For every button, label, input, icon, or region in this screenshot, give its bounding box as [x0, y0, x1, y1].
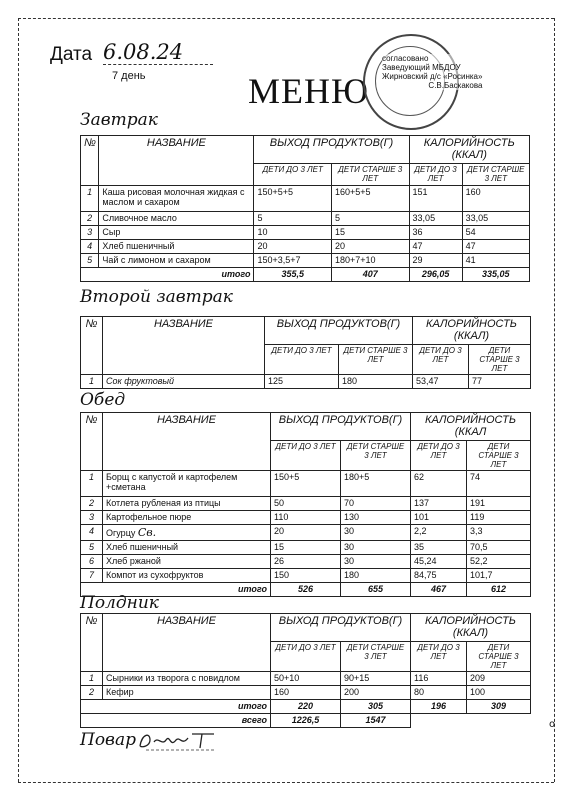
- total-output-lt3: 526: [271, 583, 341, 597]
- col-age-lt3: ДЕТИ ДО 3 ЛЕТ: [271, 441, 341, 471]
- col-num: №: [81, 614, 103, 672]
- section-title-second-breakfast: Второй завтрак: [80, 287, 233, 307]
- col-name: НАЗВАНИЕ: [103, 614, 271, 672]
- row-kcal-gt3: 74: [467, 471, 531, 497]
- col-kcal-lt3: ДЕТИ ДО 3 ЛЕТ: [409, 164, 462, 186]
- row-output-gt3: 180+7+10: [332, 254, 410, 268]
- row-name-handwritten: Св.: [137, 526, 157, 539]
- cook-signature: [136, 730, 226, 752]
- row-output-gt3: 180: [339, 375, 413, 389]
- total-label: итого: [81, 268, 254, 282]
- col-age-gt3: ДЕТИ СТАРШЕ 3 ЛЕТ: [341, 642, 411, 672]
- lunch-table: [80, 412, 531, 597]
- row-kcal-gt3: 54: [462, 226, 529, 240]
- section-title-snack: Полдник: [80, 593, 159, 613]
- total-kcal-gt3: 612: [467, 583, 531, 597]
- empty-cell: [411, 714, 467, 728]
- row-name: Каша рисовая молочная жидкая с маслом и сахаром: [99, 186, 254, 212]
- row-output-gt3: 90+15: [341, 672, 411, 686]
- row-kcal-gt3: 77: [469, 375, 531, 389]
- col-kcal-gt3: ДЕТИ СТАРШЕ 3 ЛЕТ: [469, 345, 531, 375]
- col-calories: КАЛОРИЙНОСТЬ (ККАЛ): [413, 317, 531, 345]
- row-output-lt3: 150+5+5: [254, 186, 332, 212]
- row-output-lt3: 150+5: [271, 471, 341, 497]
- col-name: НАЗВАНИЕ: [103, 317, 265, 375]
- row-kcal-gt3: 41: [462, 254, 529, 268]
- row-kcal-lt3: 62: [411, 471, 467, 497]
- row-output-gt3: 130: [341, 511, 411, 525]
- row-output-lt3: 50: [271, 497, 341, 511]
- col-name: НАЗВАНИЕ: [103, 413, 271, 471]
- total-output-gt3: 305: [341, 700, 411, 714]
- row-output-lt3: 15: [271, 541, 341, 555]
- row-num: 1: [81, 186, 99, 212]
- row-num: 2: [81, 497, 103, 511]
- row-name-cell: [103, 525, 271, 541]
- row-kcal-lt3: 151: [409, 186, 462, 212]
- col-age-gt3: ДЕТИ СТАРШЕ 3 ЛЕТ: [332, 164, 410, 186]
- row-output-gt3: 200: [341, 686, 411, 700]
- row-name: Сливочное масло: [99, 212, 254, 226]
- row-kcal-lt3: 33,05: [409, 212, 462, 226]
- col-kcal-lt3: ДЕТИ ДО 3 ЛЕТ: [411, 642, 467, 672]
- row-num: 5: [81, 254, 99, 268]
- row-num: 1: [81, 471, 103, 497]
- total-kcal-lt3: 296,05: [409, 268, 462, 282]
- col-kcal-lt3: ДЕТИ ДО 3 ЛЕТ: [411, 441, 467, 471]
- row-kcal-gt3: 47: [462, 240, 529, 254]
- row-kcal-lt3: 116: [411, 672, 467, 686]
- total-output-gt3: 407: [332, 268, 410, 282]
- row-name: Котлета рубленая из птицы: [103, 497, 271, 511]
- date-label: Дата: [50, 44, 93, 65]
- row-output-lt3: 110: [271, 511, 341, 525]
- row-num: 3: [81, 226, 99, 240]
- row-output-lt3: 125: [265, 375, 339, 389]
- row-num: 4: [81, 525, 103, 541]
- col-kcal-gt3: ДЕТИ СТАРШЕ 3 ЛЕТ: [467, 441, 531, 471]
- row-kcal-lt3: 53,47: [413, 375, 469, 389]
- row-name: Чай с лимоном и сахаром: [99, 254, 254, 268]
- empty-cell: [467, 714, 531, 728]
- day-label: 7 день: [112, 70, 146, 82]
- row-kcal-gt3: 119: [467, 511, 531, 525]
- row-kcal-lt3: 35: [411, 541, 467, 555]
- row-output-gt3: 70: [341, 497, 411, 511]
- approval-line4: С.В.Баскакова: [428, 81, 483, 90]
- approval-line1: согласовано: [382, 54, 429, 63]
- section-title-lunch: Обед: [80, 390, 126, 410]
- row-output-lt3: 150+3,5+7: [254, 254, 332, 268]
- row-output-lt3: 160: [271, 686, 341, 700]
- col-name: НАЗВАНИЕ: [99, 136, 254, 186]
- total-kcal-gt3: 309: [467, 700, 531, 714]
- col-output: ВЫХОД ПРОДУКТОВ(Г): [254, 136, 409, 164]
- row-output-lt3: 150: [271, 569, 341, 583]
- grand-output-gt3: 1547: [341, 714, 411, 728]
- row-output-gt3: 30: [341, 525, 411, 541]
- row-kcal-gt3: 70,5: [467, 541, 531, 555]
- breakfast-table: [80, 135, 530, 282]
- row-kcal-lt3: 47: [409, 240, 462, 254]
- row-kcal-lt3: 101: [411, 511, 467, 525]
- row-kcal-lt3: 80: [411, 686, 467, 700]
- row-kcal-gt3: 100: [467, 686, 531, 700]
- col-age-lt3: ДЕТИ ДО 3 ЛЕТ: [254, 164, 332, 186]
- row-num: 1: [81, 375, 103, 389]
- col-calories: КАЛОРИЙНОСТЬ (ККАЛ: [411, 413, 531, 441]
- col-kcal-gt3: ДЕТИ СТАРШЕ 3 ЛЕТ: [467, 642, 531, 672]
- bottom-border: [18, 782, 554, 783]
- row-kcal-lt3: 84,75: [411, 569, 467, 583]
- top-border: [18, 18, 554, 19]
- col-kcal-lt3: ДЕТИ ДО 3 ЛЕТ: [413, 345, 469, 375]
- row-output-gt3: 180+5: [341, 471, 411, 497]
- row-output-gt3: 30: [341, 541, 411, 555]
- row-name: Хлеб пшеничный: [103, 541, 271, 555]
- right-border: [554, 18, 555, 782]
- row-num: 5: [81, 541, 103, 555]
- row-name: Хлеб пшеничный: [99, 240, 254, 254]
- col-output: ВЫХОД ПРОДУКТОВ(Г): [271, 614, 411, 642]
- total-kcal-lt3: 196: [411, 700, 467, 714]
- row-output-gt3: 5: [332, 212, 410, 226]
- row-kcal-lt3: 137: [411, 497, 467, 511]
- row-kcal-gt3: 191: [467, 497, 531, 511]
- col-output: ВЫХОД ПРОДУКТОВ(Г): [271, 413, 411, 441]
- row-num: 7: [81, 569, 103, 583]
- row-name: Кефир: [103, 686, 271, 700]
- col-age-lt3: ДЕТИ ДО 3 ЛЕТ: [271, 642, 341, 672]
- row-output-gt3: 15: [332, 226, 410, 240]
- row-name: Огурцу: [106, 528, 136, 538]
- col-calories: КАЛОРИЙНОСТЬ (ККАЛ): [409, 136, 529, 164]
- row-output-gt3: 160+5+5: [332, 186, 410, 212]
- row-output-lt3: 10: [254, 226, 332, 240]
- row-kcal-gt3: 3,3: [467, 525, 531, 541]
- col-age-gt3: ДЕТИ СТАРШЕ 3 ЛЕТ: [339, 345, 413, 375]
- row-name: Сок фруктовый: [103, 375, 265, 389]
- row-kcal-lt3: 36: [409, 226, 462, 240]
- cook-label: Повар: [80, 730, 136, 750]
- page-title: МЕНЮ: [248, 71, 369, 111]
- row-kcal-gt3: 52,2: [467, 555, 531, 569]
- col-output: ВЫХОД ПРОДУКТОВ(Г): [265, 317, 413, 345]
- total-output-lt3: 220: [271, 700, 341, 714]
- second-breakfast-table: [80, 316, 531, 389]
- total-kcal-lt3: 467: [411, 583, 467, 597]
- grand-total-label: всего: [81, 714, 271, 728]
- row-name: Хлеб ржаной: [103, 555, 271, 569]
- row-output-gt3: 30: [341, 555, 411, 569]
- row-num: 2: [81, 212, 99, 226]
- row-kcal-gt3: 33,05: [462, 212, 529, 226]
- approval-line3: Жирновский д/с «Росинка»: [382, 72, 483, 81]
- snack-table: [80, 613, 531, 728]
- row-output-lt3: 50+10: [271, 672, 341, 686]
- row-name: Компот из сухофруктов: [103, 569, 271, 583]
- row-kcal-lt3: 29: [409, 254, 462, 268]
- row-output-lt3: 20: [271, 525, 341, 541]
- col-num: №: [81, 413, 103, 471]
- row-kcal-gt3: 209: [467, 672, 531, 686]
- row-kcal-lt3: 2,2: [411, 525, 467, 541]
- margin-mark: o: [549, 719, 556, 730]
- row-output-gt3: 180: [341, 569, 411, 583]
- row-output-lt3: 5: [254, 212, 332, 226]
- col-age-lt3: ДЕТИ ДО 3 ЛЕТ: [265, 345, 339, 375]
- row-num: 6: [81, 555, 103, 569]
- total-output-lt3: 355,5: [254, 268, 332, 282]
- row-kcal-gt3: 101,7: [467, 569, 531, 583]
- approval-block: [382, 54, 482, 90]
- row-output-gt3: 20: [332, 240, 410, 254]
- total-label: итого: [81, 583, 271, 597]
- total-label: итого: [81, 700, 271, 714]
- col-kcal-gt3: ДЕТИ СТАРШЕ 3 ЛЕТ: [462, 164, 529, 186]
- date-value: 6.08.24: [103, 40, 213, 65]
- left-border: [18, 18, 19, 782]
- grand-output-lt3: 1226,5: [271, 714, 341, 728]
- row-name: Сырники из творога с повидлом: [103, 672, 271, 686]
- section-title-breakfast: Завтрак: [80, 110, 158, 130]
- row-name: Сыр: [99, 226, 254, 240]
- row-kcal-lt3: 45,24: [411, 555, 467, 569]
- row-num: 4: [81, 240, 99, 254]
- col-num: №: [81, 317, 103, 375]
- row-name: Картофельное пюре: [103, 511, 271, 525]
- approval-line2: Заведующий МБДОУ: [382, 63, 461, 72]
- row-output-lt3: 20: [254, 240, 332, 254]
- col-num: №: [81, 136, 99, 186]
- row-output-lt3: 26: [271, 555, 341, 569]
- row-num: 1: [81, 672, 103, 686]
- total-kcal-gt3: 335,05: [462, 268, 529, 282]
- row-kcal-gt3: 160: [462, 186, 529, 212]
- row-num: 2: [81, 686, 103, 700]
- total-output-gt3: 655: [341, 583, 411, 597]
- col-age-gt3: ДЕТИ СТАРШЕ 3 ЛЕТ: [341, 441, 411, 471]
- row-num: 3: [81, 511, 103, 525]
- col-calories: КАЛОРИЙНОСТЬ (ККАЛ): [411, 614, 531, 642]
- row-name: Борщ с капустой и картофелем +сметана: [103, 471, 271, 497]
